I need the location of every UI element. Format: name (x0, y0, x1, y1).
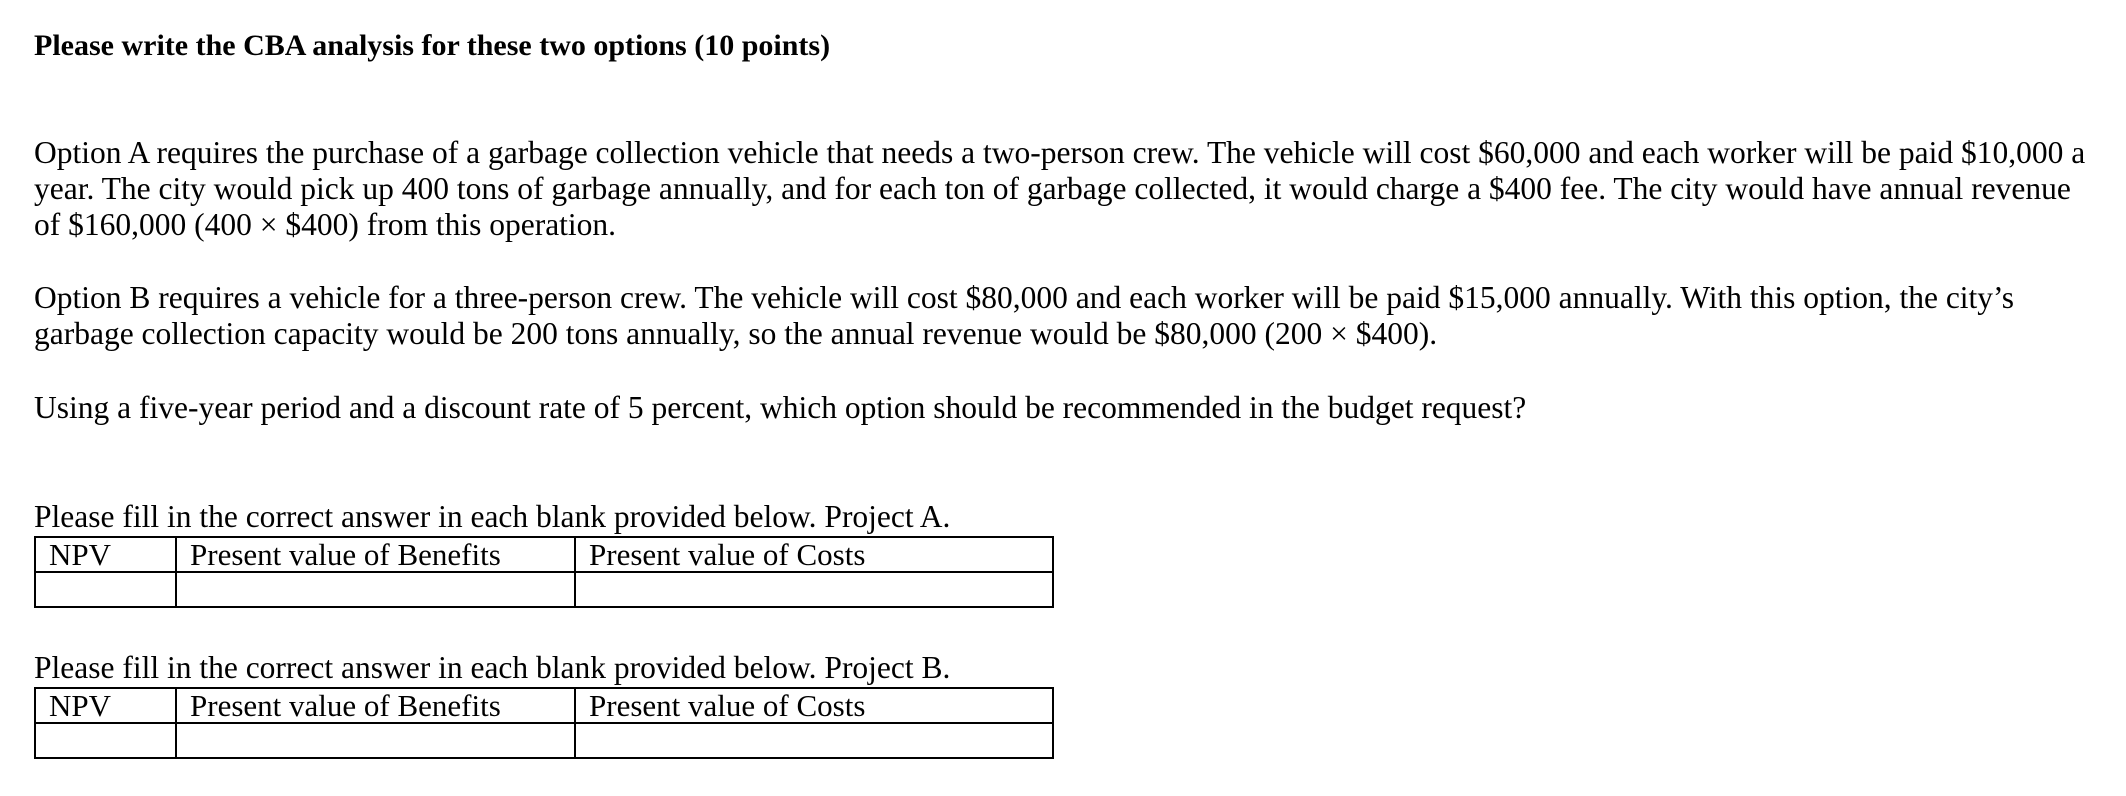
pv-costs-header: Present value of Costs (575, 537, 1053, 572)
pv-benefits-header: Present value of Benefits (176, 688, 575, 723)
project-a-answer-table (34, 536, 1054, 608)
pv-benefits-answer-blank[interactable] (176, 572, 575, 607)
question-paragraph: Using a five-year period and a discount rate of 5 percent, which option should be recommended in the budget request? (34, 390, 1527, 425)
table-header-row (35, 688, 1053, 723)
pv-benefits-answer-blank[interactable] (176, 723, 575, 758)
table-answer-row (35, 723, 1053, 758)
option-b-paragraph: Option B requires a vehicle for a three-person crew. The vehicle will cost $80,000 and each worker will be paid $15,000 annually. With this option, the city’s garbage collection capacity would be 200 tons annually, so the annual revenue would be $80,000 (200 × $400). (34, 280, 2015, 351)
project-b-prompt: Please fill in the correct answer in each blank provided below. Project B. (34, 650, 951, 685)
pv-benefits-header: Present value of Benefits (176, 537, 575, 572)
pv-costs-header: Present value of Costs (575, 688, 1053, 723)
pv-costs-answer-blank[interactable] (575, 572, 1053, 607)
option-a-paragraph: Option A requires the purchase of a garbage collection vehicle that needs a two-person crew. The vehicle will cost $60,000 and each worker will be paid $10,000 a year. The city would pick up 400 tons of garbage annually, and for each ton of garbage collected, it would charge a $400 fee. The city would have annual revenue of $160,000 (400 × $400) from this operation. (34, 135, 2086, 242)
project-a-prompt: Please fill in the correct answer in each blank provided below. Project A. (34, 499, 951, 534)
table-header-row (35, 537, 1053, 572)
npv-answer-blank[interactable] (35, 723, 176, 758)
npv-header: NPV (35, 688, 176, 723)
pv-costs-answer-blank[interactable] (575, 723, 1053, 758)
npv-header: NPV (35, 537, 176, 572)
project-b-answer-table (34, 687, 1054, 759)
npv-answer-blank[interactable] (35, 572, 176, 607)
table-answer-row (35, 572, 1053, 607)
question-heading: Please write the CBA analysis for these two options (10 points) (34, 29, 831, 62)
